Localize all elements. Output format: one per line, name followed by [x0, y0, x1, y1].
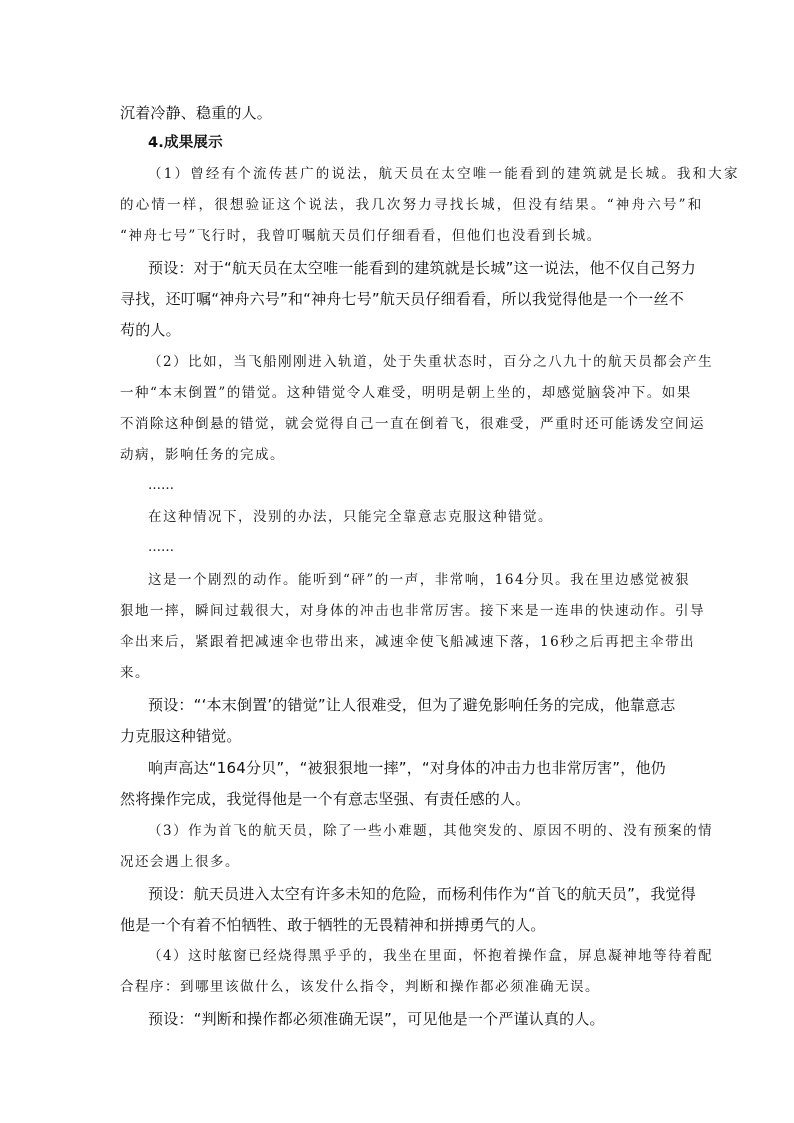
- quote-line: （3）作为首飞的航天员，除了一些小难题，其他突发的、原因不明的、没有预案的情: [148, 823, 714, 839]
- section-heading: 4.成果展示: [148, 135, 223, 151]
- ellipsis: ……: [148, 478, 174, 493]
- quote-line: 一种“本末倒置”的错觉。这种错觉令人难受，明明是朝上坐的，却感觉脑袋冲下。如果: [120, 385, 692, 401]
- preset-line: 力克服这种错觉。: [120, 727, 242, 745]
- quote-line: 不消除这种倒悬的错觉，就会觉得自己一直在倒着飞，很难受，严重时还可能诱发空间运: [120, 416, 705, 432]
- quote-line: 狠地一摔，瞬间过载很大，对身体的冲击也非常厉害。接下来是一连串的快速动作。引导: [120, 603, 705, 619]
- preset-line: 苟的人。: [120, 321, 181, 339]
- quote-line: 伞出来后，紧跟着把减速伞也带出来，减速伞使飞船减速下落，16秒之后再把主伞带出: [120, 634, 696, 650]
- quote-line: 的心情一样，很想验证这个说法，我几次努力寻找长城，但没有结果。“神舟六号”和: [120, 197, 704, 213]
- quote-line: （4）这时舷窗已经烧得黑乎乎的，我坐在里面，怀抱着操作盒，屏息凝神地等待着配: [148, 948, 714, 964]
- preset-line: 预设：“‘本末倒置’的错觉”让人很难受，但为了避免影响任务的完成，他靠意志: [148, 696, 676, 714]
- quote-line: 这是一个剧烈的动作。能听到“砰”的一声，非常响，164分贝。我在里边感觉被狠: [148, 572, 691, 588]
- preset-line: 然将操作完成，我觉得他是一个有意志坚强、有责任感的人。: [120, 790, 531, 808]
- quote-line: “神舟七号”飞行时，我曾叮嘱航天员们仔细看看，但他们也没看到长城。: [120, 228, 602, 244]
- quote-line: （2）比如，当飞船刚刚进入轨道，处于失重状态时，百分之八九十的航天员都会产生: [148, 354, 714, 370]
- quote-line: 合程序：到哪里该做什么，该发什么指令，判断和操作都必须准确无误。: [120, 979, 600, 995]
- ellipsis: ……: [148, 540, 174, 555]
- preset-line: 他是一个有着不怕牺牲、敢于牺牲的无畏精神和拼搏勇气的人。: [120, 916, 546, 934]
- preset-line: 预设：“判断和操作都必须准确无误”，可见他是一个严谨认真的人。: [148, 1010, 605, 1028]
- quote-line: 动病，影响任务的完成。: [120, 447, 285, 463]
- quote-line: 来。: [120, 665, 150, 681]
- paragraph-line: 沉着冷静、稳重的人。: [120, 104, 273, 122]
- quote-line: 在这种情况下，没别的办法，只能完全靠意志克服这种错觉。: [148, 509, 553, 525]
- preset-line: 响声高达“164分贝”，“被狠狠地一摔”，“对身体的冲击力也非常厉害”，他仍: [148, 759, 666, 777]
- quote-line: （1）曾经有个流传甚广的说法，航天员在太空唯一能看到的建筑就是长城。我和大家: [148, 166, 740, 182]
- preset-line: 预设：航天员进入太空有许多未知的危险，而杨利伟作为“首飞的航天员”，我觉得: [148, 885, 696, 903]
- preset-line: 寻找，还叮嘱“神舟六号”和“神舟七号”航天员仔细看看，所以我觉得他是一个一丝不: [120, 290, 684, 308]
- quote-line: 况还会遇上很多。: [120, 854, 240, 870]
- preset-line: 预设：对于“航天员在太空唯一能看到的建筑就是长城”这一说法，他不仅自己努力: [148, 259, 696, 277]
